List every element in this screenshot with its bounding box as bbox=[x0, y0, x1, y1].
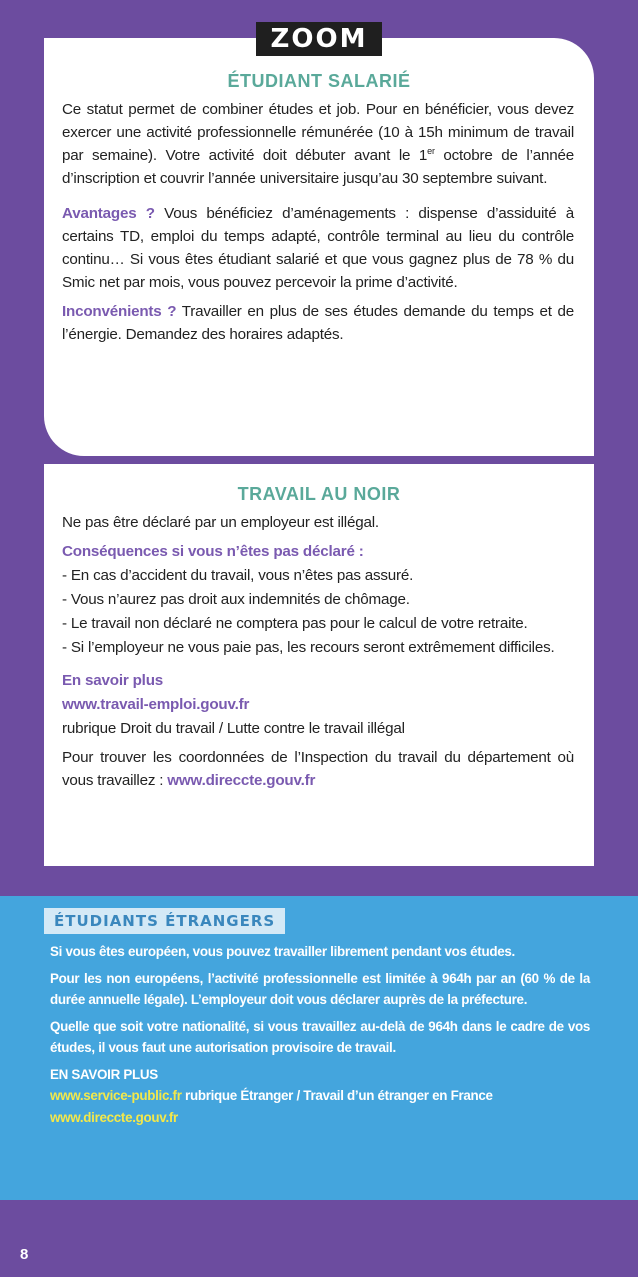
consequence-item: - Le travail non déclaré ne comptera pas pour le calcul de votre retraite. bbox=[62, 615, 528, 632]
etudiant-salarie-title: ÉTUDIANT SALARIÉ bbox=[227, 71, 411, 91]
etudiant-salarie-body bbox=[44, 98, 594, 346]
consequences-label: Conséquences si vous n’êtes pas déclaré : bbox=[62, 543, 364, 560]
inconvenients-label: Inconvénients ? bbox=[62, 303, 177, 320]
consequence-item: - En cas d’accident du travail, vous n’êtes pas assuré. bbox=[62, 567, 414, 584]
etrangers-p1: Si vous êtes européen, vous pouvez travailler librement pendant vos études. bbox=[50, 944, 515, 959]
travail-emploi-link[interactable]: www.travail-emploi.gouv.fr bbox=[62, 696, 250, 713]
inconvenients-paragraph: Inconvénients ? Travailler en plus de ses études demande du temps et de l’énergie. Demandez des horaires adaptés. bbox=[62, 303, 574, 343]
service-public-rubrique: rubrique Étranger / Travail d’un étranger en France bbox=[181, 1088, 493, 1103]
consequence-item: - Si l’employeur ne vous paie pas, les recours seront extrêmement difficiles. bbox=[62, 639, 555, 656]
etrangers-p2: Pour les non européens, l’activité professionnelle est limitée à 964h par an (60 % de la durée annuelle légale). L’employeur doit vous déclarer auprès de la préfecture. bbox=[50, 970, 590, 1007]
coordonnees-paragraph: Pour trouver les coordonnées de l’Inspection du travail du département où vous travaillez : www.direccte.gouv.fr bbox=[62, 749, 574, 789]
etudiants-etrangers-title: ÉTUDIANTS ÉTRANGERS bbox=[44, 908, 285, 934]
en-savoir-plus-label: En savoir plus bbox=[62, 672, 164, 689]
etudiants-etrangers-body bbox=[50, 936, 590, 1128]
page-number: 8 bbox=[20, 1246, 29, 1263]
travail-noir-intro: Ne pas être déclaré par un employeur est illégal. bbox=[62, 514, 379, 531]
travail-noir-title: TRAVAIL AU NOIR bbox=[237, 484, 401, 504]
zoom-label: ZOOM bbox=[256, 22, 382, 56]
etudiants-etrangers-section bbox=[0, 896, 638, 1200]
rubrique-text: rubrique Droit du travail / Lutte contre le travail illégal bbox=[62, 720, 405, 737]
etrangers-p3: Quelle que soit votre nationalité, si vous travaillez au-delà de 964h dans le cadre de vos études, il vous faut une autorisation provisoire de travail. bbox=[50, 1018, 590, 1055]
etrangers-en-savoir-label: EN SAVOIR PLUS bbox=[50, 1066, 158, 1082]
travail-noir-body bbox=[44, 511, 594, 792]
etudiant-salarie-intro: Ce statut permet de combiner études et job. Pour en bénéficier, vous devez exercer une activité professionnelle rémunérée (10 à 15h minimum de travail par semaine). Votre activité doit débuter avant le 1er octobre de l’année d’inscription et couvrir l’année universitaire jusqu’au 30 septembre suivant. bbox=[62, 101, 575, 187]
service-public-link[interactable]: www.service-public.fr bbox=[50, 1088, 182, 1103]
etudiant-salarie-card bbox=[44, 38, 594, 456]
direccte-link-2[interactable]: www.direccte.gouv.fr bbox=[50, 1109, 178, 1125]
consequence-item: - Vous n’aurez pas droit aux indemnités de chômage. bbox=[62, 591, 410, 608]
avantages-paragraph: Avantages ? Vous bénéficiez d’aménagements : dispense d’assiduité à certains TD, emploi du temps adapté, contrôle terminal au lieu du contrôle continu… Si vous êtes étudiant salarié et que vous gagnez plus de 78 % du Smic net par mois, vous pouvez percevoir la prime d’activité. bbox=[62, 205, 574, 291]
direccte-link[interactable]: www.direccte.gouv.fr bbox=[167, 772, 316, 789]
travail-noir-card bbox=[44, 464, 594, 866]
avantages-label: Avantages ? bbox=[62, 205, 155, 222]
